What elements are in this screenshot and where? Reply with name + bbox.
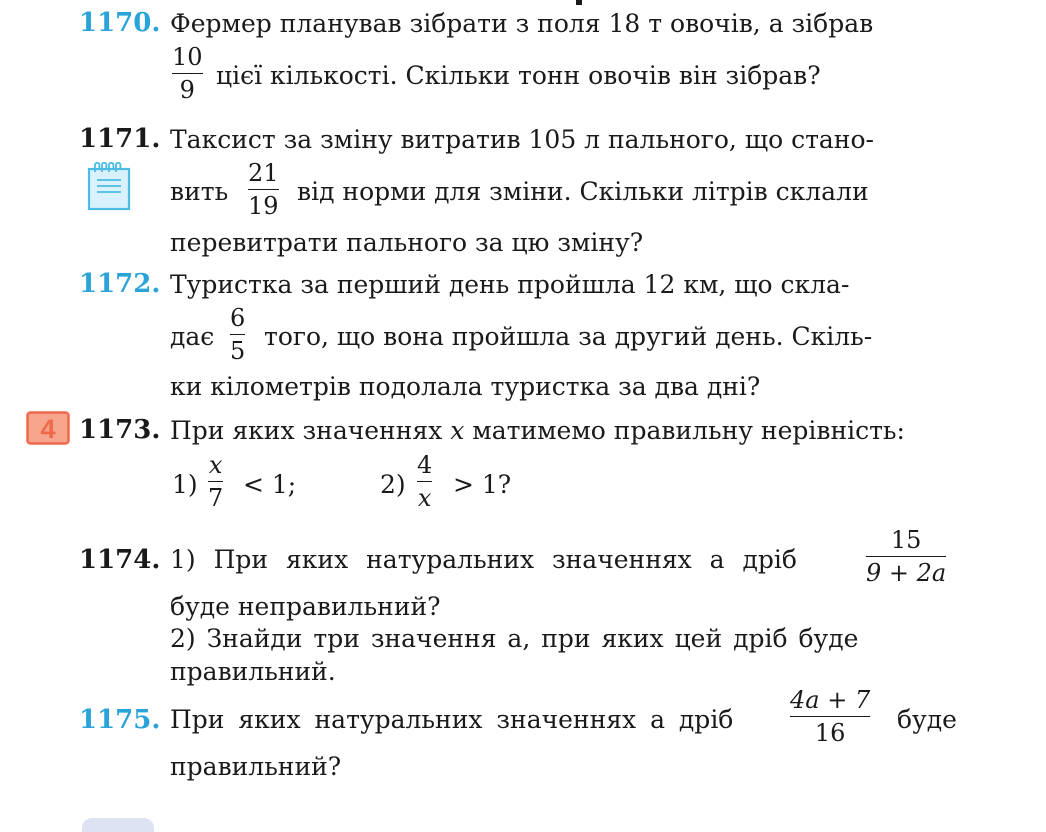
inequality-text: < 1; (243, 470, 297, 499)
fraction-numerator: 10 (172, 43, 203, 71)
problem-text: правильний? (170, 752, 342, 781)
fraction-denominator: 9 + 2a (866, 558, 947, 587)
page-top-mark (576, 0, 582, 5)
problem-text-line (170, 416, 962, 445)
inequality-text: > 1? (453, 470, 512, 499)
fraction-15-9-plus-2a (866, 527, 946, 587)
problem-text: буде (897, 705, 957, 734)
fraction-numerator: 6 (230, 304, 246, 332)
fraction-denominator: 7 (208, 483, 224, 512)
fraction-x-7 (208, 452, 223, 512)
problem-text: 1) При яких натуральних значеннях a дріб (170, 545, 797, 574)
problem-number: 1172. (79, 269, 161, 299)
item-label: 2) (380, 470, 406, 499)
fraction-denominator: 9 (179, 75, 195, 104)
notebook-icon (86, 162, 132, 212)
item-label: 1) (172, 470, 198, 499)
problem-text: При яких натуральних значеннях a дріб (170, 705, 734, 734)
fraction-bar (248, 189, 279, 190)
level-4-badge (26, 411, 70, 445)
level-badge-digit: 4 (40, 414, 56, 444)
fraction-denominator: 19 (248, 191, 279, 220)
fraction-4a-plus-7-16 (790, 687, 870, 747)
problem-number: 1173. (79, 415, 161, 445)
problem-text: дає (170, 322, 215, 351)
fraction-bar (172, 73, 203, 74)
problem-text: буде неправильний? (170, 592, 441, 621)
problem-text: вить (170, 177, 229, 206)
problem-text: При яких значеннях (170, 416, 443, 445)
problem-text: цієї кількості. Скільки тонн овочів він зібрав? (216, 61, 821, 90)
fraction-10-9 (172, 44, 203, 104)
fraction-4-x (417, 452, 432, 512)
fraction-denominator: 16 (814, 718, 846, 747)
problem-number: 1175. (79, 705, 161, 735)
problem-text: Туристка за перший день пройшла 12 км, що скла- (170, 270, 850, 299)
page-bottom-tab (82, 818, 154, 832)
problem-number: 1171. (79, 124, 161, 154)
fraction-bar (790, 716, 870, 717)
fraction-bar (208, 481, 223, 482)
fraction-6-5 (230, 305, 245, 365)
problem-text: від норми для зміни. Скільки літрів склали (297, 177, 869, 206)
problem-text: Фермер планував зібрати з поля 18 т овочів, а зібрав (170, 9, 874, 38)
fraction-numerator: 4 (417, 451, 433, 479)
fraction-numerator: x (208, 451, 223, 479)
fraction-numerator: 15 (890, 526, 922, 554)
fraction-21-19 (248, 160, 279, 220)
problem-text: правильний. (170, 657, 336, 686)
problem-text: того, що вона пройшла за другий день. Скіль- (264, 322, 873, 351)
problem-text: перевитрати пального за цю зміну? (170, 228, 644, 257)
fraction-denominator: 5 (230, 336, 246, 365)
problem-number: 1170. (79, 8, 161, 38)
fraction-bar (230, 334, 245, 335)
problem-text: ки кілометрів подолала туристка за два дні? (170, 372, 761, 401)
problem-text: Таксист за зміну витратив 105 л пального, що стано- (170, 125, 874, 154)
variable-x: x (450, 416, 465, 445)
fraction-numerator: 21 (248, 159, 279, 187)
fraction-numerator: 4a + 7 (790, 686, 871, 714)
fraction-bar (866, 556, 946, 557)
problem-text: 2) Знайди три значення a, при яких цей дріб буде (170, 624, 859, 653)
problem-text: матимемо правильну нерівність: (472, 416, 905, 445)
problem-number: 1174. (79, 545, 161, 575)
fraction-bar (417, 481, 432, 482)
fraction-denominator: x (417, 483, 432, 512)
